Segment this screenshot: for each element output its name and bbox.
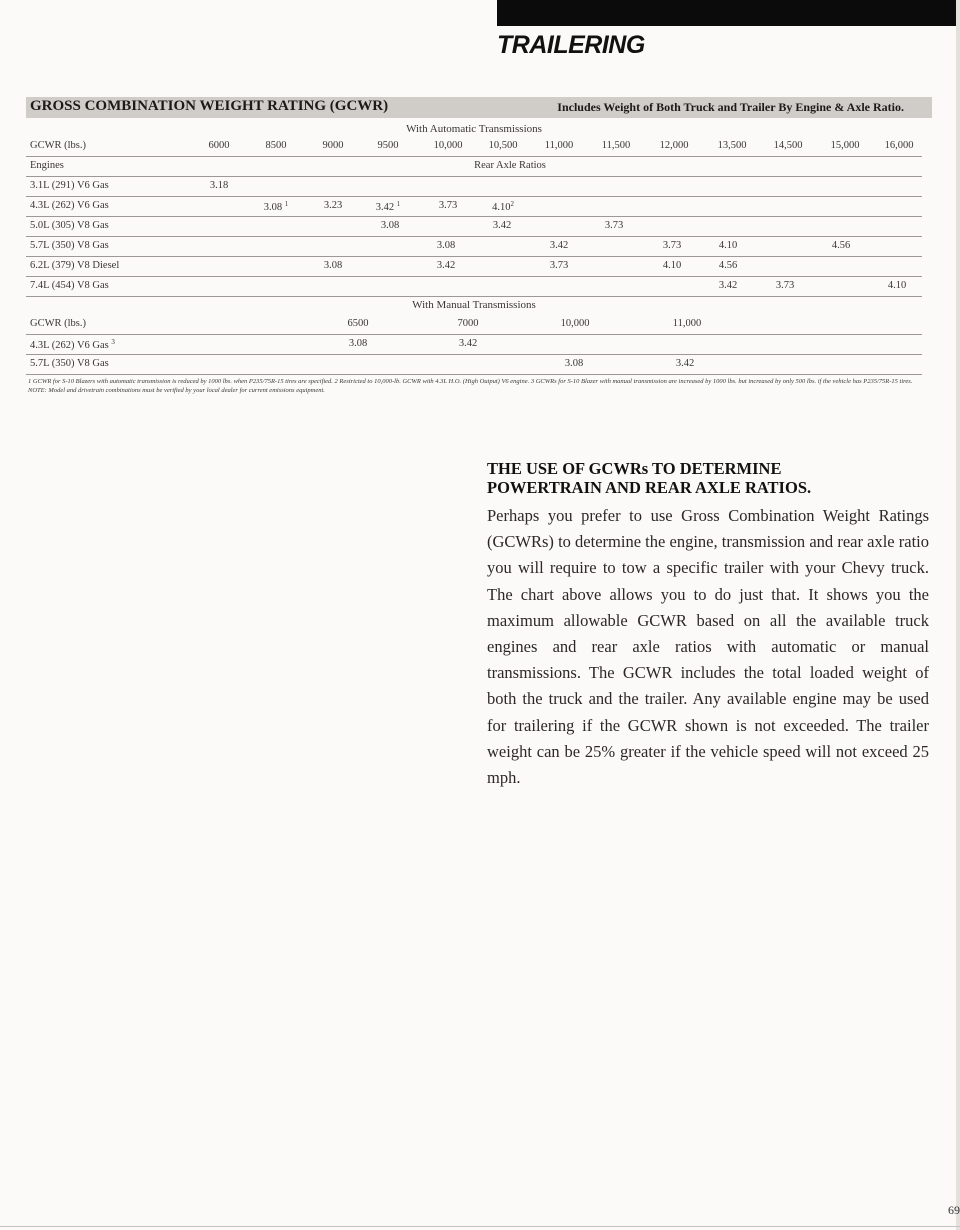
table-footnote: 1 GCWR for S-10 Blazers with automatic transmission is reduced by 1000 lbs. when P235/75R-15 tires are specified. 2 Restricted to 10,000-lb. GCWR with 4.3L H.O. (High Output) V6 engine. 3 GCWRs for S-10 Blazer with manual transmission are increased by 1000 lbs. but increased by only 500 lbs. if the vehicle has P235/75R-15 tires. NOTE: Model and drivetrain combinations must be verified by your local dealer for current emissions equipment. <box>28 378 913 394</box>
section-title: TRAILERING <box>497 31 645 59</box>
engine-name: 5.7L (350) V8 Gas <box>30 240 109 251</box>
gcwr-value: 9000 <box>322 140 344 151</box>
engine-row-5-0l <box>26 217 922 237</box>
gcwr-value: 12,000 <box>659 140 689 151</box>
gcwr-label: GCWR (lbs.) <box>30 318 86 329</box>
engine-row-3-1l <box>26 177 922 197</box>
table-title: GROSS COMBINATION WEIGHT RATING (GCWR) <box>30 98 389 114</box>
engine-row-4-3l <box>26 197 922 217</box>
axle-ratio: 3.18 <box>209 180 229 191</box>
axle-ratio: 4.10 <box>887 280 907 291</box>
gcwr-value: 8500 <box>265 140 287 151</box>
engine-name: 5.0L (305) V8 Gas <box>30 220 109 231</box>
header-black-bar <box>497 0 960 26</box>
axle-ratio: 3.42 <box>718 280 738 291</box>
gcwr-value: 10,000 <box>560 318 590 329</box>
gcwr-value: 7000 <box>457 318 479 329</box>
axle-ratio: 4.10 <box>718 240 738 251</box>
axle-ratio: 3.23 <box>323 200 343 211</box>
rear-axle-ratios-caption: Rear Axle Ratios <box>474 160 546 171</box>
axle-ratio: 3.73 <box>549 260 569 271</box>
axle-ratio: 4.56 <box>831 240 851 251</box>
axle-ratio: 3.42 <box>458 338 478 349</box>
engine-row-5-7l <box>26 237 922 257</box>
table-title-band <box>26 97 932 118</box>
gcwr-value: 13,500 <box>717 140 747 151</box>
engine-name: 5.7L (350) V8 Gas <box>30 358 109 369</box>
article <box>487 459 929 791</box>
engine-row-6-2l <box>26 257 922 277</box>
axle-ratio: 3.08 <box>564 358 584 369</box>
bottom-rule <box>0 1226 960 1227</box>
article-heading <box>487 459 929 497</box>
gcwr-value: 16,000 <box>884 140 914 151</box>
engine-name: 7.4L (454) V8 Gas <box>30 280 109 291</box>
gcwr-value: 15,000 <box>830 140 860 151</box>
gcwr-value: 14,500 <box>773 140 803 151</box>
axle-ratio: 4.56 <box>718 260 738 271</box>
gcwr-value: 11,000 <box>544 140 574 151</box>
axle-ratio: 3.08 $^1$ <box>263 200 289 213</box>
gcwr-label: GCWR (lbs.) <box>30 140 86 151</box>
article-heading-line-1: THE USE OF GCWRs TO DETERMINE <box>487 459 782 478</box>
manual-caption-row <box>26 297 922 315</box>
axle-ratio: 3.42 <box>436 260 456 271</box>
axle-ratio: 3.73 <box>438 200 458 211</box>
manual-gcwr-row <box>26 315 922 335</box>
article-heading-line-2: POWERTRAIN AND REAR AXLE RATIOS. <box>487 478 812 497</box>
axle-ratio: 3.08 <box>348 338 368 349</box>
axle-ratio: 3.08 <box>323 260 343 271</box>
gcwr-value: 10,500 <box>488 140 518 151</box>
axle-ratio: 3.73 <box>775 280 795 291</box>
engine-name: 4.3L (262) V6 Gas $^3$ <box>30 338 115 351</box>
axle-ratio: 3.42 $^1$ <box>375 200 401 213</box>
gcwr-value: 9500 <box>377 140 399 151</box>
axle-ratio: 4.10$^2$ <box>492 200 514 213</box>
engines-header-row <box>26 157 922 177</box>
axle-ratio: 3.42 <box>549 240 569 251</box>
automatic-caption: With Automatic Transmissions <box>406 123 542 135</box>
gcwr-table <box>26 121 922 375</box>
article-body: Perhaps you prefer to use Gross Combination Weight Ratings (GCWRs) to determine the engine, transmission and rear axle ratio you will require to tow a specific trailer with your Chevy truck. The chart above allows you to do just that. It shows you the maximum allowable GCWR based on all the available truck engines and rear axle ratios with automatic or manual transmissions. The GCWR includes the total loaded weight of both the truck and the trailer. Any available engine may be used for trailering if the GCWR shown is not exceeded. The trailer weight can be 25% greater if the vehicle speed will not exceed 25 mph. <box>487 506 929 788</box>
footnote-marker: 2 <box>510 200 514 208</box>
page-edge-shadow <box>956 0 960 1230</box>
manual-caption: With Manual Transmissions <box>412 299 536 311</box>
axle-ratio: 3.08 <box>436 240 456 251</box>
table-subtitle: Includes Weight of Both Truck and Trailer By Engine & Axle Ratio. <box>557 100 904 114</box>
gcwr-value: 11,000 <box>672 318 702 329</box>
axle-ratio: 3.73 <box>662 240 682 251</box>
footnote-marker: 1 <box>284 200 289 208</box>
footnote-marker: 1 <box>396 200 401 208</box>
gcwr-value: 10,000 <box>433 140 463 151</box>
automatic-gcwr-row <box>26 137 922 157</box>
axle-ratio: 3.08 <box>380 220 400 231</box>
automatic-caption-row <box>26 121 922 137</box>
engine-name: 3.1L (291) V6 Gas <box>30 180 109 191</box>
axle-ratio: 3.42 <box>675 358 695 369</box>
engines-label: Engines <box>30 160 64 171</box>
engine-row-7-4l <box>26 277 922 297</box>
axle-ratio: 3.73 <box>604 220 624 231</box>
axle-ratio: 4.10 <box>662 260 682 271</box>
axle-ratio: 3.42 <box>492 220 512 231</box>
engine-name: 6.2L (379) V8 Diesel <box>30 260 120 271</box>
manual-engine-row-5-7l <box>26 355 922 375</box>
page-number: 69 <box>948 1203 960 1217</box>
manual-engine-row-4-3l <box>26 335 922 355</box>
engine-name: 4.3L (262) V6 Gas <box>30 200 109 211</box>
gcwr-value: 6500 <box>347 318 369 329</box>
footnote-marker: 3 <box>111 338 115 346</box>
gcwr-value: 11,500 <box>601 140 631 151</box>
gcwr-value: 6000 <box>208 140 230 151</box>
